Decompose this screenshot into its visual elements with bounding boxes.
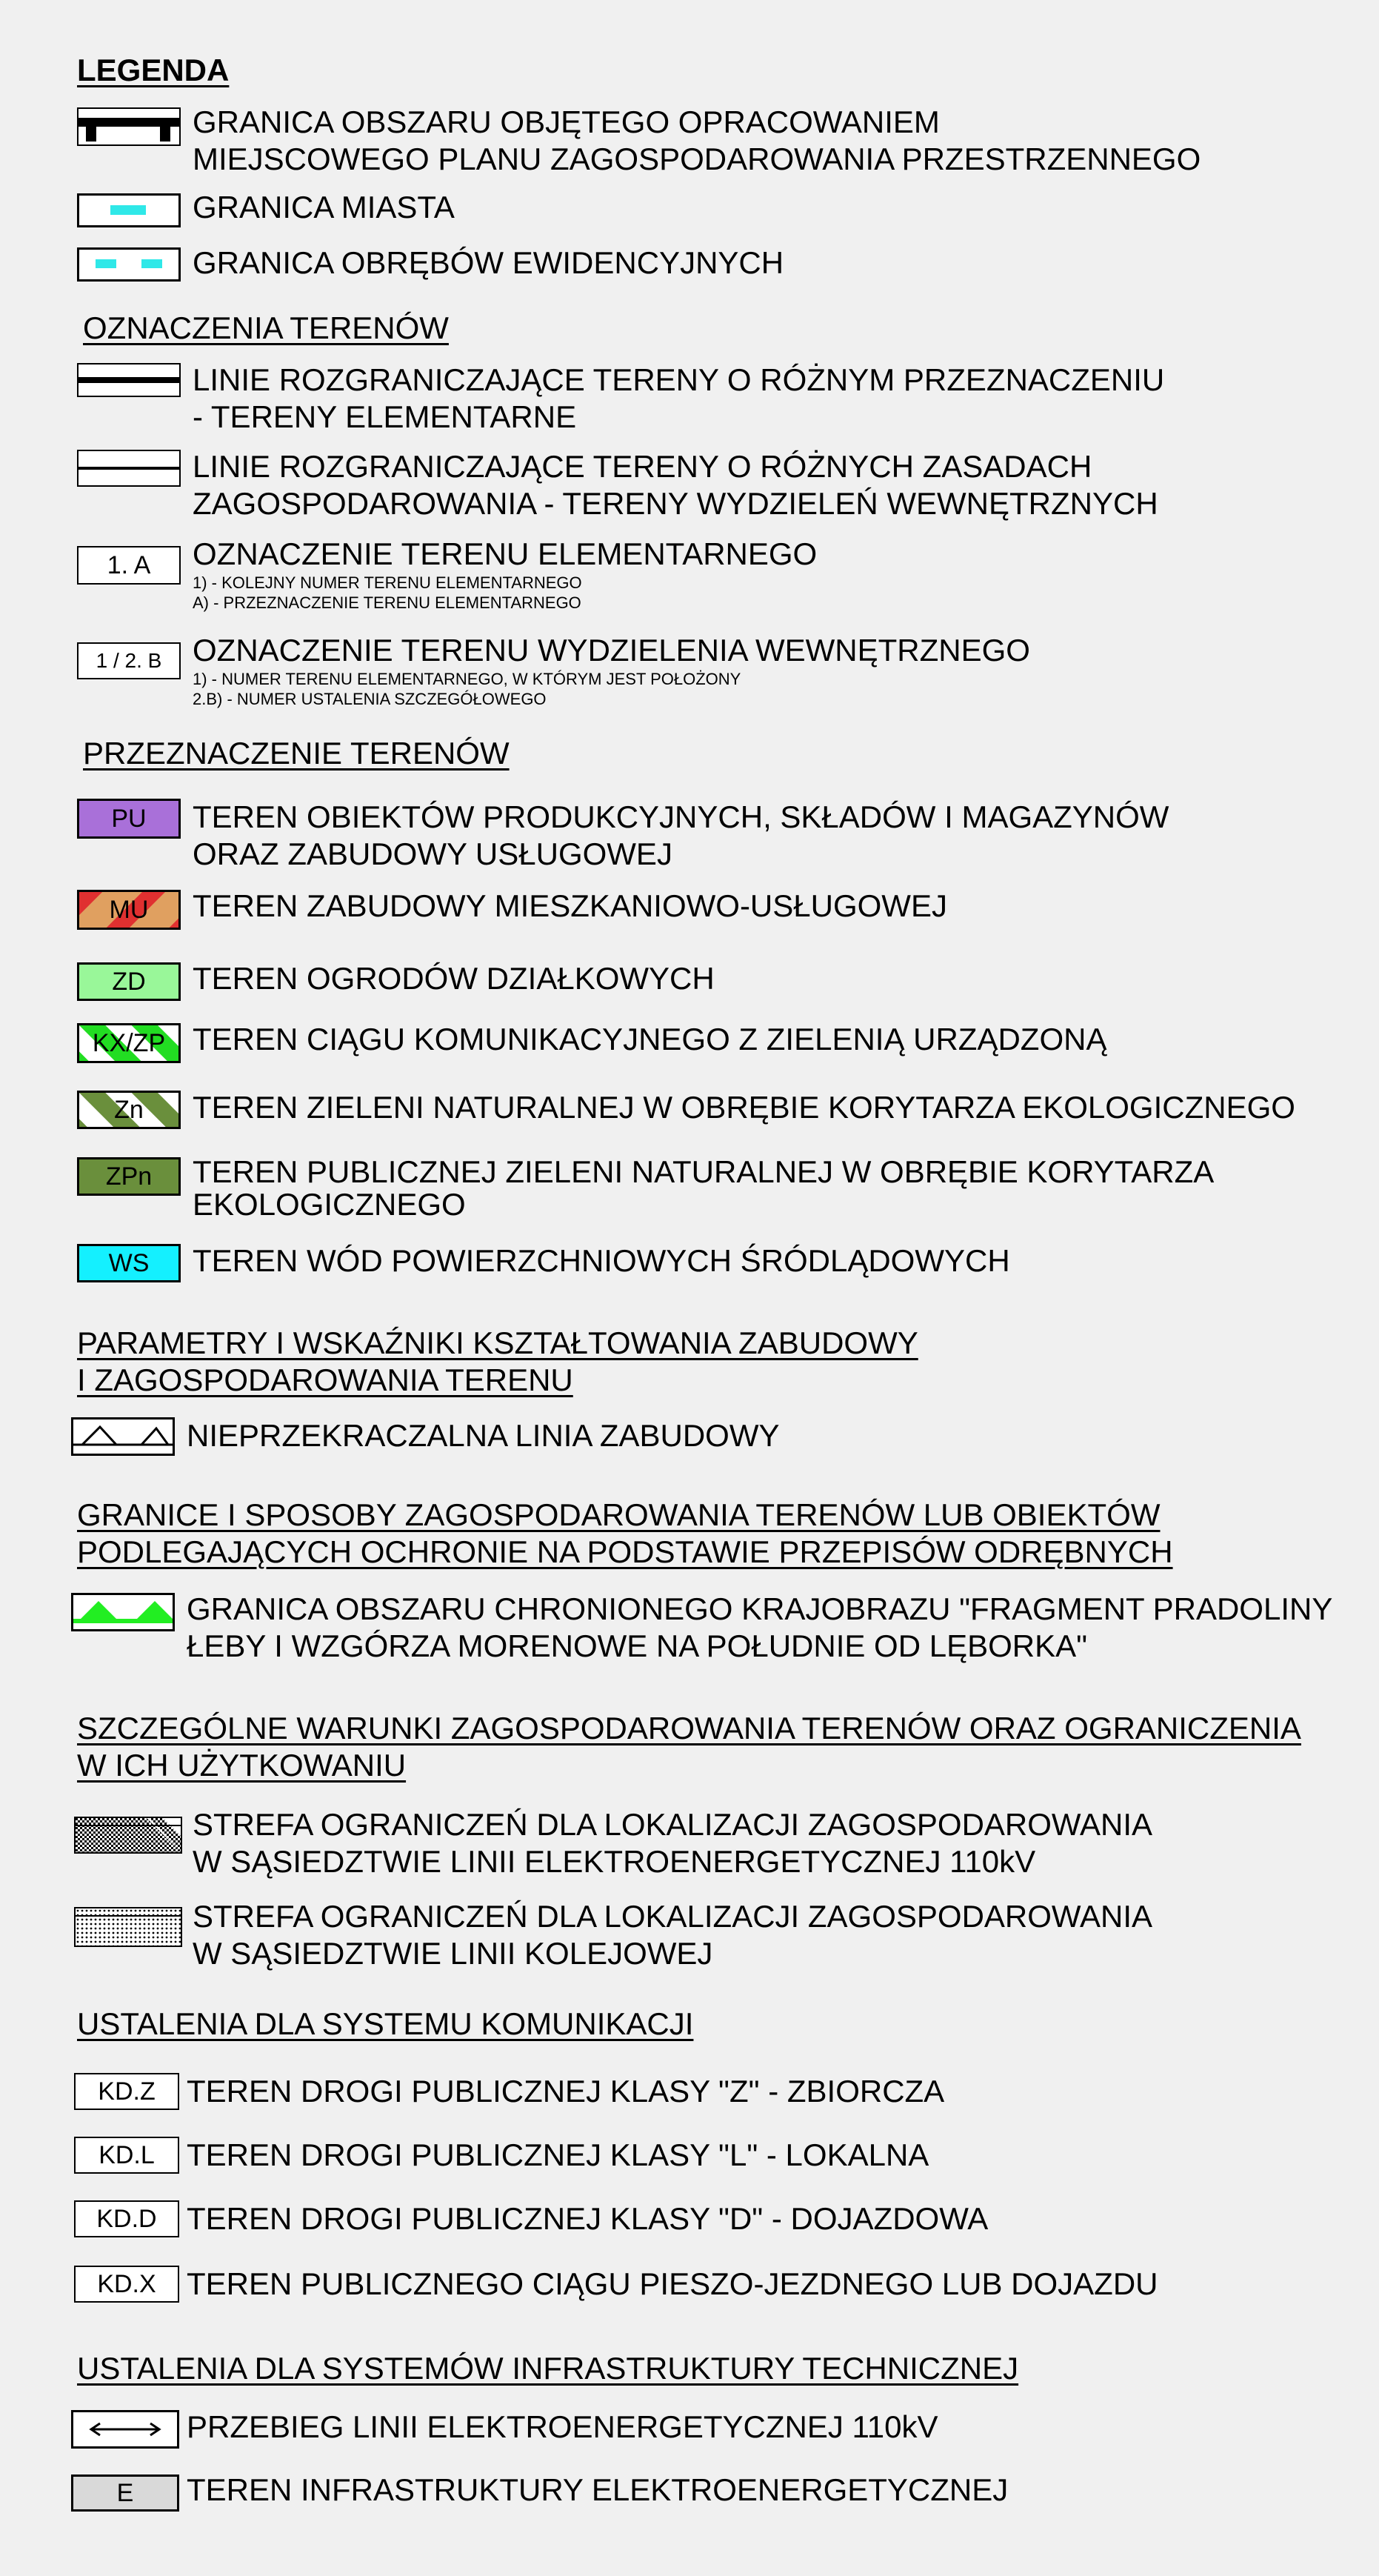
- internal-lines-symbol: [77, 450, 181, 487]
- internal-lines-label: LINIE ROZGRANICZAJĄCE TERENY O RÓŻNYCH ZASADACH ZAGOSPODAROWANIA - TERENY WYDZIELEŃ WEWNĘTRZNYCH: [193, 449, 1158, 521]
- zd-label: TEREN OGRODÓW DZIAŁKOWYCH: [193, 961, 715, 996]
- kdl-label: TEREN DROGI PUBLICZNEJ KLASY "L" - LOKALNA: [187, 2137, 929, 2172]
- precinct-boundary-symbol: [77, 247, 181, 282]
- power-line-label: PRZEBIEG LINII ELEKTROENERGETYCZNEJ 110kV: [187, 2409, 938, 2444]
- power-line-symbol: [71, 2410, 179, 2449]
- kdx-code-box: KD.X: [74, 2266, 179, 2303]
- zd-swatch: ZD: [77, 962, 181, 1001]
- city-boundary-label: GRANICA MIASTA: [193, 190, 455, 224]
- elementary-lines-label: LINIE ROZGRANICZAJĄCE TERENY O RÓŻNYM PRZEZNACZENIU - TERENY ELEMENTARNE: [193, 362, 1165, 434]
- kdd-code-box: KD.D: [74, 2200, 179, 2237]
- legend-title: LEGENDA: [77, 53, 230, 87]
- protected-area-label: GRANICA OBSZARU CHRONIONEGO KRAJOBRAZU "FRAGMENT PRADOLINY ŁEBY I WZGÓRZA MORENOWE NA POŁUDNIE OD LĘBORKA": [187, 1591, 1333, 1663]
- e-swatch: E: [71, 2475, 179, 2512]
- section-heading-oznaczenia: OZNACZENIA TERENÓW: [83, 310, 449, 345]
- building-line-symbol: [71, 1417, 175, 1456]
- section-heading-przeznaczenie: PRZEZNACZENIE TERENÓW: [83, 736, 510, 771]
- rail-zone-label: STREFA OGRANICZEŃ DLA LOKALIZACJI ZAGOSPODAROWANIA W SĄSIEDZTWIE LINII KOLEJOWEJ: [193, 1899, 1153, 1971]
- section-heading-parametry: PARAMETRY I WSKAŹNIKI KSZTAŁTOWANIA ZABUDOWY I ZAGOSPODAROWANIA TERENU: [77, 1325, 918, 1397]
- zpn-label: TEREN PUBLICZNEJ ZIELENI NATURALNEJ W OBRĘBIE KORYTARZA EKOLOGICZNEGO: [193, 1154, 1215, 1222]
- rail-zone-symbol: [74, 1907, 182, 1947]
- elementary-code-label: OZNACZENIE TERENU ELEMENTARNEGO 1) - KOLEJNY NUMER TERENU ELEMENTARNEGO A) - PRZEZNACZENIE TERENU ELEMENTARNEGO: [193, 536, 818, 612]
- kdz-label: TEREN DROGI PUBLICZNEJ KLASY "Z" - ZBIORCZA: [187, 2074, 945, 2109]
- internal-code-symbol: 1 / 2. B: [77, 642, 181, 679]
- zn-swatch: Zn: [77, 1091, 181, 1129]
- city-boundary-symbol: [77, 193, 181, 227]
- kdl-code-box: KD.L: [74, 2137, 179, 2174]
- pu-label: TEREN OBIEKTÓW PRODUKCYJNYCH, SKŁADÓW I MAGAZYNÓW ORAZ ZABUDOWY USŁUGOWEJ: [193, 799, 1169, 871]
- mu-label: TEREN ZABUDOWY MIESZKANIOWO-USŁUGOWEJ: [193, 888, 947, 923]
- zn-label: TEREN ZIELENI NATURALNEJ W OBRĘBIE KORYTARZA EKOLOGICZNEGO: [193, 1090, 1295, 1125]
- internal-code-label: OZNACZENIE TERENU WYDZIELENIA WEWNĘTRZNEGO 1) - NUMER TERENU ELEMENTARNEGO, W KTÓRYM JEST POŁOŻONY 2.B) - NUMER USTALENIA SZCZEGÓŁOWEGO: [193, 633, 1030, 708]
- section-heading-szczegolne: SZCZEGÓLNE WARUNKI ZAGOSPODAROWANIA TERENÓW ORAZ OGRANICZENIA W ICH UŻYTKOWANIU: [77, 1711, 1301, 1783]
- section-heading-infrastruktura: USTALENIA DLA SYSTEMÓW INFRASTRUKTURY TECHNICZNEJ: [77, 2351, 1019, 2386]
- power-zone-symbol: [74, 1817, 182, 1854]
- kxzp-label: TEREN CIĄGU KOMUNIKACYJNEGO Z ZIELENIĄ URZĄDZONĄ: [193, 1022, 1107, 1056]
- kxzp-swatch: KX/ZP: [77, 1023, 181, 1063]
- section-heading-granice: GRANICE I SPOSOBY ZAGOSPODAROWANIA TERENÓW LUB OBIEKTÓW PODLEGAJĄCYCH OCHRONIE NA PODSTAWIE PRZEPISÓW ODRĘBNYCH: [77, 1497, 1173, 1569]
- power-zone-label: STREFA OGRANICZEŃ DLA LOKALIZACJI ZAGOSPODAROWANIA W SĄSIEDZTWIE LINII ELEKTROENERGETYCZNEJ 110kV: [193, 1807, 1153, 1879]
- pu-swatch: PU: [77, 799, 181, 839]
- elementary-code-symbol: 1. A: [77, 546, 181, 585]
- ws-swatch: WS: [77, 1244, 181, 1282]
- zpn-swatch: ZPn: [77, 1157, 181, 1196]
- kdd-label: TEREN DROGI PUBLICZNEJ KLASY "D" - DOJAZDOWA: [187, 2201, 989, 2236]
- elementary-lines-symbol: [77, 363, 181, 397]
- plan-boundary-symbol: [77, 107, 181, 146]
- plan-boundary-label: GRANICA OBSZARU OBJĘTEGO OPRACOWANIEM MIEJSCOWEGO PLANU ZAGOSPODAROWANIA PRZESTRZENNEGO: [193, 104, 1201, 176]
- precinct-boundary-label: GRANICA OBRĘBÓW EWIDENCYJNYCH: [193, 245, 784, 280]
- kdx-label: TEREN PUBLICZNEGO CIĄGU PIESZO-JEZDNEGO LUB DOJAZDU: [187, 2266, 1158, 2301]
- mu-swatch: MU: [77, 890, 181, 930]
- e-label: TEREN INFRASTRUKTURY ELEKTROENERGETYCZNEJ: [187, 2472, 1009, 2507]
- protected-area-symbol: [71, 1593, 175, 1631]
- kdz-code-box: KD.Z: [74, 2073, 179, 2110]
- building-line-label: NIEPRZEKRACZALNA LINIA ZABUDOWY: [187, 1418, 780, 1453]
- ws-label: TEREN WÓD POWIERZCHNIOWYCH ŚRÓDLĄDOWYCH: [193, 1243, 1010, 1278]
- section-heading-komunikacja: USTALENIA DLA SYSTEMU KOMUNIKACJI: [77, 2006, 694, 2041]
